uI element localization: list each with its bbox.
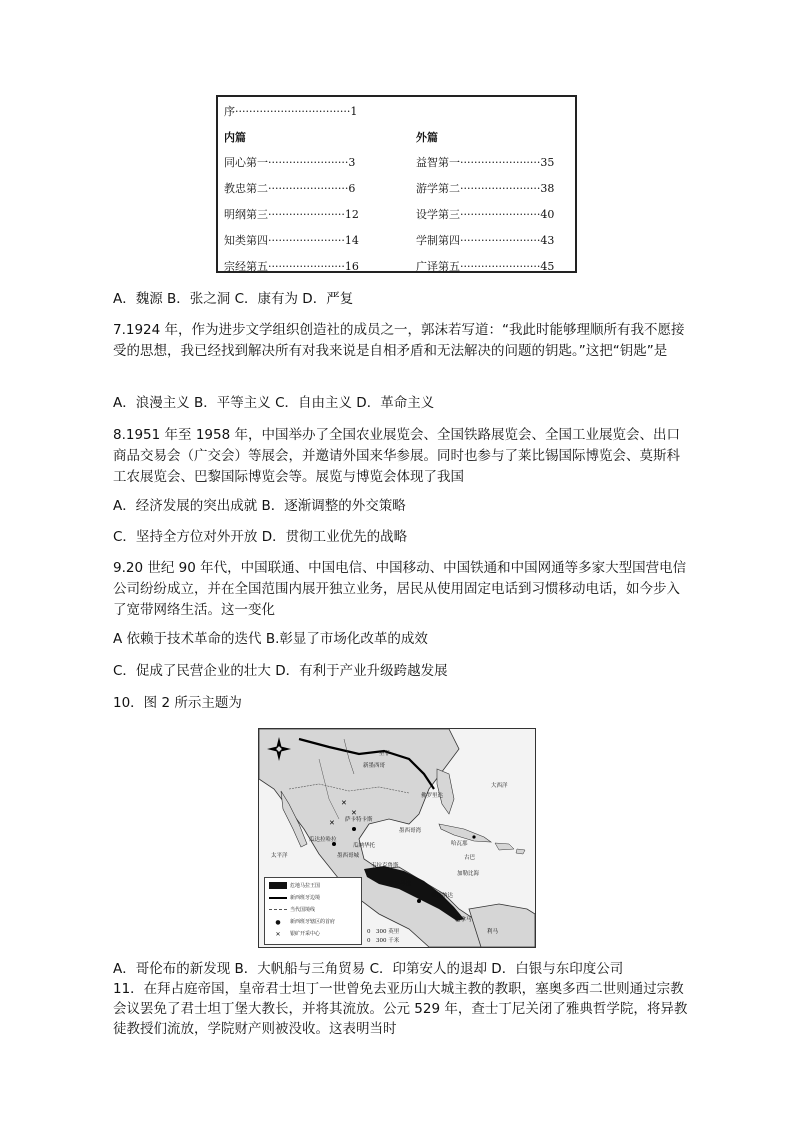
map-label: 萨卡特卡斯 — [345, 817, 373, 823]
map-label: 墨西哥城 — [337, 853, 360, 859]
legend-label: 危地马拉王国 — [290, 883, 321, 889]
map-label: 危地马拉 — [389, 881, 412, 887]
q8-options-1: A．经济发展的突出成就 B．逐渐调整的外交策略 — [113, 498, 406, 514]
map-scale: 0 300 英里 — [367, 929, 400, 935]
map-label: 圣菲 — [379, 751, 391, 757]
legend-label: 新西班牙边境 — [290, 895, 321, 901]
toc-outer-title: 外篇 — [416, 131, 438, 144]
q10-options: A．哥伦布的新发现 B．大帆船与三角贸易 C．印第安人的退却 D．白银与东印度公司 — [113, 961, 624, 977]
svg-text:✕: ✕ — [341, 799, 347, 807]
table-of-contents — [216, 95, 577, 273]
q7-stem: 7.1924 年，作为进步文学组织创造社的成员之一，郭沫若写道：“我此时能够理顺所有我不愿接受的思想，我已经找到解决所有对我来说是自相矛盾和无法解决的问题的钥匙。”这把“钥匙”是 — [113, 322, 685, 359]
figure-2-map — [258, 728, 536, 948]
legend-label: 新西班牙辖区的首府 — [290, 919, 336, 925]
map-label: 大西洋 — [491, 783, 508, 789]
map-label: 瓜纳华托 — [353, 843, 376, 849]
map-label: 墨西哥湾 — [399, 828, 422, 834]
map-label: 韦拉克鲁斯 — [371, 863, 399, 869]
legend-capital-icon: ● — [275, 918, 281, 926]
map-label: 新墨西哥 — [363, 763, 386, 769]
map-label: 巴拿马 — [455, 917, 472, 923]
q9-options-2: C．促成了民营企业的壮大 D．有利于产业升级跨越发展 — [113, 663, 448, 679]
svg-text:✕: ✕ — [329, 819, 335, 827]
q7-options: A．浪漫主义 B．平等主义 C．自由主义 D．革命主义 — [113, 395, 435, 411]
q6-options: A．魏源 B．张之洞 C．康有为 D．严复 — [113, 291, 354, 307]
toc-inner-title: 内篇 — [224, 131, 246, 144]
map-label: 格拉纳达 — [431, 893, 454, 899]
map-label: 太平洋 — [271, 853, 288, 859]
map-label: 利马 — [487, 929, 499, 935]
toc-preface: 序·································1 — [224, 105, 358, 118]
map-label: 加勒比海 — [457, 871, 480, 877]
legend-label: 银矿开采中心 — [290, 931, 321, 937]
map-label: 古巴 — [464, 855, 476, 861]
toc-outer-item: 益智第一·······················35 — [416, 156, 555, 169]
toc-inner-item: 知类第四······················14 — [224, 234, 359, 247]
map-label: 瓜达拉哈拉 — [309, 837, 337, 843]
toc-outer-item: 学制第四·······················43 — [416, 234, 555, 247]
toc-inner-item: 宗经第五······················16 — [224, 260, 359, 273]
q11-stem: 11．在拜占庭帝国，皇帝君士坦丁一世曾免去亚历山大城主教的教职，塞奥多西二世则通过宗教会议罢免了君士坦丁堡大教长，并将其流放。公元 529 年，查士丁尼关闭了雅典哲学院，将异教徒教授们流放，学院财产则被没收。这表明当时 — [113, 981, 688, 1037]
toc-inner-item: 明纲第三······················12 — [224, 208, 359, 221]
legend-label: 当代国境线 — [290, 907, 316, 913]
toc-outer-item: 广译第五·······················45 — [416, 260, 555, 273]
toc-outer-item: 设学第三·······················40 — [416, 208, 555, 221]
toc-inner-item: 教忠第二·······················6 — [224, 182, 356, 195]
svg-text:✕: ✕ — [351, 809, 357, 817]
q9-stem: 9.20 世纪 90 年代，中国联通、中国电信、中国移动、中国铁通和中国网通等多家大型国营电信公司纷纷成立，并在全国范围内展开独立业务，居民从使用固定电话到习惯移动电话，如今步入了宽带网络生活。这一变化 — [113, 560, 687, 618]
map-label: 佛罗里达 — [421, 793, 444, 799]
legend-swatch — [269, 897, 287, 899]
toc-inner-item: 同心第一·······················3 — [224, 156, 356, 169]
map-scale: 0 300 千米 — [367, 938, 400, 944]
map-legend — [264, 877, 362, 945]
toc-outer-item: 游学第二·······················38 — [416, 182, 555, 195]
legend-swatch — [269, 882, 287, 889]
q10-stem: 10．图 2 所示主题为 — [113, 695, 242, 711]
q9-options-1: A 依赖于技术革命的迭代 B.彰显了市场化改革的成效 — [113, 631, 428, 647]
map-label: 哈瓦那 — [451, 841, 468, 847]
legend-swatch — [269, 909, 287, 911]
q8-options-2: C．坚持全方位对外开放 D．贯彻工业优先的战略 — [113, 529, 408, 545]
q8-stem: 8.1951 年至 1958 年，中国举办了全国农业展览会、全国铁路展览会、全国工业展览会、出口商品交易会（广交会）等展会，并邀请外国来华参展。同时也参与了莱比锡国际博览会、莫斯科工农展览会、巴黎国际博览会等。展览与博览会体现了我国 — [113, 427, 680, 485]
legend-mine-icon: ✕ — [275, 930, 281, 938]
